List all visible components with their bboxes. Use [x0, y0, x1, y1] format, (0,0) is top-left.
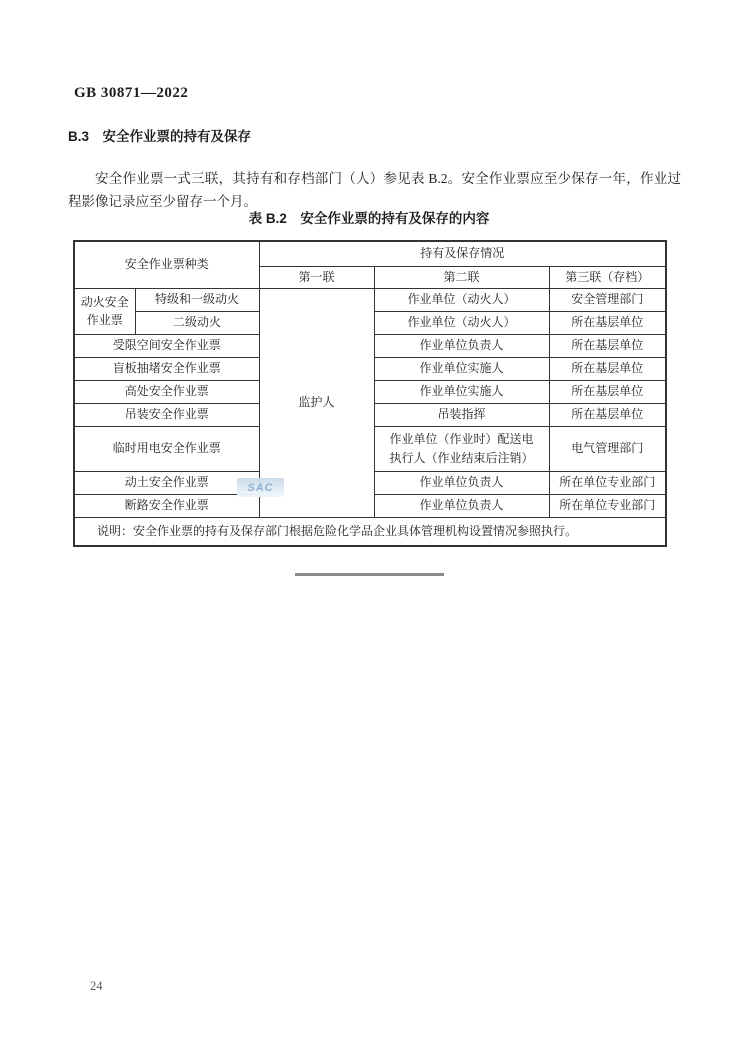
- section-heading: B.3 安全作业票的持有及保存: [68, 129, 252, 144]
- page-number: 24: [90, 979, 103, 993]
- cell-copy2: 作业单位（动火人）: [374, 312, 549, 335]
- cell-copy2-line2: 执行人（作业结束后注销）: [389, 451, 534, 465]
- cell-copy2-line1: 作业单位（作业时）配送电: [389, 432, 534, 446]
- cell-copy3: 所在基层单位: [549, 312, 666, 335]
- cell-type: 高处安全作业票: [74, 381, 259, 404]
- cell-type: 盲板抽堵安全作业票: [74, 358, 259, 381]
- table-caption: 表 B.2 安全作业票的持有及保存的内容: [248, 211, 490, 226]
- cell-copy3: 所在基层单位: [549, 404, 666, 427]
- cell-subtype: 特级和一级动火: [135, 289, 259, 312]
- cell-copy3: 所在单位专业部门: [549, 472, 666, 495]
- sac-watermark: SAC: [237, 478, 284, 497]
- table-header-row-1: [74, 241, 666, 267]
- table-row: [74, 289, 666, 312]
- cell-copy2: 作业单位实施人: [374, 381, 549, 404]
- cell-copy2: 吊装指挥: [374, 404, 549, 427]
- body-paragraph: 安全作业票一式三联，其持有和存档部门（人）参见表 B.2。安全作业票应至少保存一年，作业过程影像记录应至少留存一个月。: [68, 170, 681, 209]
- cell-copy3: 所在基层单位: [549, 335, 666, 358]
- holding-and-retention-table: [73, 240, 667, 547]
- cell-copy2: [374, 427, 549, 472]
- cell-copy2: 作业单位负责人: [374, 472, 549, 495]
- table-note: 说明：安全作业票的持有及保存部门根据危险化学品企业具体管理机构设置情况参照执行。: [74, 518, 666, 547]
- cell-type: 受限空间安全作业票: [74, 335, 259, 358]
- cell-copy3: 安全管理部门: [549, 289, 666, 312]
- cell-type: 断路安全作业票: [74, 495, 259, 518]
- header-copy3: 第三联（存档）: [549, 267, 666, 289]
- cell-category-fire: 动火安全作业票: [74, 289, 135, 335]
- header-copy1: 第一联: [259, 267, 374, 289]
- cell-subtype: 二级动火: [135, 312, 259, 335]
- cell-copy2: 作业单位负责人: [374, 335, 549, 358]
- cell-copy3: 所在基层单位: [549, 381, 666, 404]
- header-holding-group: 持有及保存情况: [259, 241, 666, 267]
- cell-copy3: 所在单位专业部门: [549, 495, 666, 518]
- cell-copy3: 电气管理部门: [549, 427, 666, 472]
- header-ticket-type: 安全作业票种类: [74, 241, 259, 289]
- cell-type: 临时用电安全作业票: [74, 427, 259, 472]
- cell-copy2: 作业单位实施人: [374, 358, 549, 381]
- end-of-section-rule: [295, 573, 444, 576]
- cell-type: 动土安全作业票: [74, 472, 259, 495]
- cell-copy2: 作业单位（动火人）: [374, 289, 549, 312]
- cell-copy3: 所在基层单位: [549, 358, 666, 381]
- cell-copy1-holder: 监护人: [259, 289, 374, 518]
- header-copy2: 第二联: [374, 267, 549, 289]
- standard-number-header: GB 30871—2022: [74, 85, 189, 101]
- cell-type: 吊装安全作业票: [74, 404, 259, 427]
- cell-copy2: 作业单位负责人: [374, 495, 549, 518]
- table-note-row: [74, 518, 666, 547]
